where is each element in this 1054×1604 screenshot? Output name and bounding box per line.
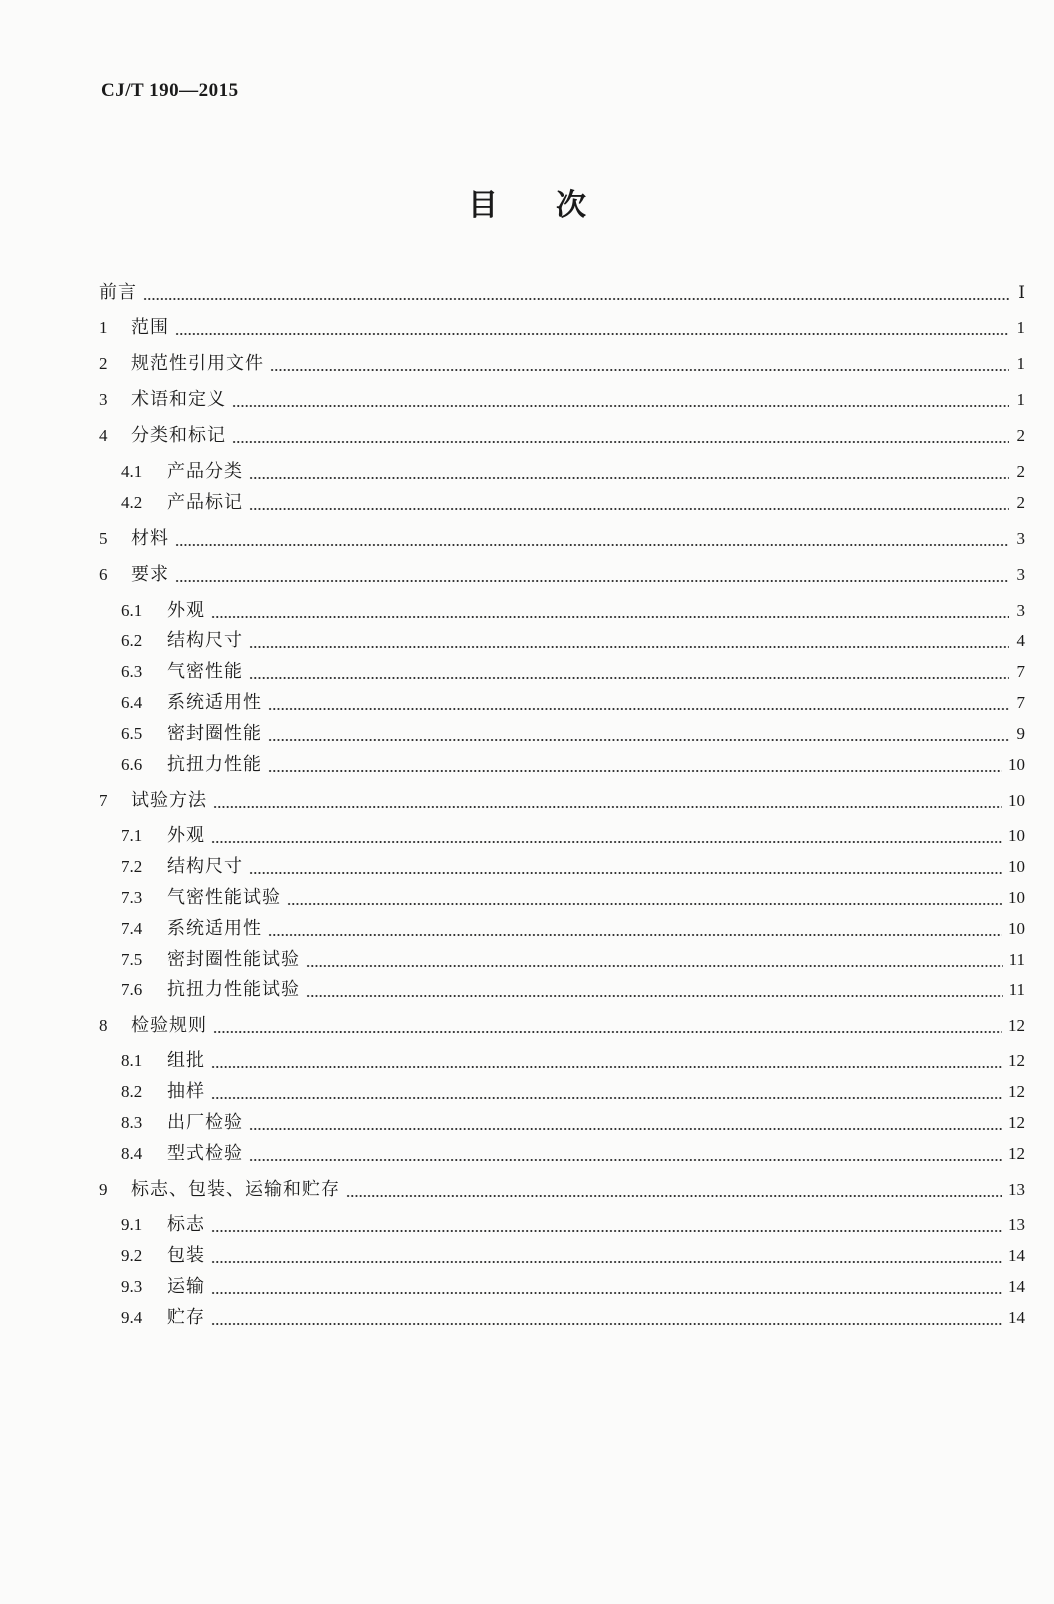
toc-entry-number: 6.4 — [121, 693, 143, 712]
toc-entry-number: 2 — [99, 354, 108, 373]
toc-dot-leader — [232, 441, 1009, 443]
toc-entry[interactable] — [99, 349, 1025, 375]
toc-entry[interactable] — [99, 1175, 1025, 1201]
toc-subentry[interactable] — [121, 488, 1025, 514]
toc-entry-page: 10 — [1008, 755, 1025, 774]
toc-entry-number: 9.4 — [121, 1308, 143, 1327]
toc-dot-leader — [268, 934, 1002, 936]
toc-entry-page: 7 — [1016, 693, 1025, 712]
toc-entry-number: 8 — [99, 1016, 108, 1035]
toc-dot-leader — [175, 544, 1009, 546]
toc-dot-leader — [249, 508, 1009, 510]
toc-subentry[interactable] — [121, 1303, 1025, 1329]
toc-entry-number: 7.1 — [121, 826, 143, 845]
toc-entry-number: 5 — [99, 529, 108, 548]
toc-entry-label: 组批 — [167, 1050, 205, 1071]
toc-entry-number: 8.1 — [121, 1051, 143, 1070]
toc-entry-number: 6.2 — [121, 631, 143, 650]
toc-entry[interactable] — [99, 421, 1025, 447]
toc-entry-page: 14 — [1008, 1246, 1025, 1265]
toc-entry-number: 9.3 — [121, 1277, 143, 1296]
toc-entry-page: 10 — [1008, 857, 1025, 876]
toc-entry-label: 出厂检验 — [167, 1112, 243, 1133]
toc-subentry[interactable] — [121, 688, 1025, 714]
toc-subentry[interactable] — [121, 657, 1025, 683]
toc-entry-page: 1 — [1016, 318, 1025, 337]
toc-entry-number: 7.5 — [121, 950, 143, 969]
toc-entry-page: 11 — [1008, 980, 1025, 999]
toc-entry-number: 6.3 — [121, 662, 143, 681]
toc-entry-number: 4.1 — [121, 462, 143, 481]
toc-entry-label: 产品标记 — [167, 492, 243, 513]
toc-entry-page: 12 — [1008, 1051, 1025, 1070]
toc-entry-label: 气密性能试验 — [167, 887, 281, 908]
toc-dot-leader — [249, 872, 1002, 874]
toc-subentry[interactable] — [121, 719, 1025, 745]
toc-dot-leader — [175, 580, 1009, 582]
toc-entry[interactable] — [99, 560, 1025, 586]
toc-entry-number: 8.3 — [121, 1113, 143, 1132]
toc-entry-page: 10 — [1008, 826, 1025, 845]
toc-entry[interactable] — [99, 786, 1025, 812]
toc-entry-number: 7.4 — [121, 919, 143, 938]
toc-entry-page: 14 — [1008, 1308, 1025, 1327]
toc-subentry[interactable] — [121, 1046, 1025, 1072]
toc-entry-label: 规范性引用文件 — [131, 353, 264, 374]
toc-dot-leader — [211, 616, 1009, 618]
toc-entry-label: 包装 — [167, 1245, 205, 1266]
toc-entry-page: 11 — [1008, 950, 1025, 969]
toc-entry-page: Ⅰ — [1018, 283, 1025, 302]
toc-entry-number: 7.3 — [121, 888, 143, 907]
toc-entry-page: 3 — [1016, 601, 1025, 620]
toc-entry-label: 抗扭力性能试验 — [167, 979, 300, 1000]
toc-entry-label: 结构尺寸 — [167, 856, 243, 877]
toc-entry[interactable] — [99, 1011, 1025, 1037]
toc-entry[interactable] — [99, 385, 1025, 411]
toc-dot-leader — [232, 405, 1009, 407]
toc-dot-leader — [175, 333, 1009, 335]
toc-dot-leader — [268, 739, 1009, 741]
toc-subentry[interactable] — [121, 1210, 1025, 1236]
toc-entry-page: 3 — [1016, 529, 1025, 548]
toc-entry-label: 外观 — [167, 600, 205, 621]
toc-dot-leader — [211, 1066, 1002, 1068]
toc-entry-page: 7 — [1016, 662, 1025, 681]
title-char-left: 目 — [468, 188, 498, 223]
toc-entry-number: 8.4 — [121, 1144, 143, 1163]
toc-dot-leader — [211, 1261, 1002, 1263]
toc-entry-page: 4 — [1016, 631, 1025, 650]
toc-dot-leader — [249, 1159, 1002, 1161]
toc-entry-page: 10 — [1008, 791, 1025, 810]
toc-entry-label: 运输 — [167, 1276, 205, 1297]
toc-entry-page: 2 — [1016, 493, 1025, 512]
toc-dot-leader — [268, 770, 1002, 772]
toc-entry-label: 密封圈性能试验 — [167, 949, 300, 970]
toc-subentry[interactable] — [121, 945, 1025, 971]
toc-entry-label: 术语和定义 — [131, 389, 226, 410]
toc-entry-label: 产品分类 — [167, 461, 243, 482]
toc-entry-page: 12 — [1008, 1113, 1025, 1132]
toc-subentry[interactable] — [121, 1272, 1025, 1298]
toc-dot-leader — [249, 477, 1009, 479]
toc-dot-leader — [249, 646, 1009, 648]
toc-entry-page: 1 — [1016, 354, 1025, 373]
toc-entry-label: 系统适用性 — [167, 692, 262, 713]
toc-entry-label: 外观 — [167, 825, 205, 846]
toc-dot-leader — [287, 903, 1002, 905]
toc-entry-label: 材料 — [131, 528, 169, 549]
toc-entry-label: 气密性能 — [167, 661, 243, 682]
toc-entry-number: 6 — [99, 565, 108, 584]
toc-entry-number: 9.2 — [121, 1246, 143, 1265]
toc-entry[interactable] — [99, 278, 1025, 304]
toc-entry-label: 密封圈性能 — [167, 723, 262, 744]
toc-entry-label: 标志、包装、运输和贮存 — [131, 1179, 340, 1200]
toc-entry-page: 12 — [1008, 1016, 1025, 1035]
toc-subentry[interactable] — [121, 883, 1025, 909]
toc-entry-page: 13 — [1008, 1180, 1025, 1199]
toc-entry-page: 12 — [1008, 1144, 1025, 1163]
toc-dot-leader — [211, 841, 1002, 843]
toc-subentry[interactable] — [121, 975, 1025, 1001]
toc-dot-leader — [249, 677, 1009, 679]
toc-entry-number: 9.1 — [121, 1215, 143, 1234]
toc-dot-leader — [211, 1323, 1002, 1325]
toc-entry-page: 12 — [1008, 1082, 1025, 1101]
toc-subentry[interactable] — [121, 457, 1025, 483]
toc-subentry[interactable] — [121, 821, 1025, 847]
toc-entry-page: 2 — [1016, 462, 1025, 481]
toc-entry-number: 6.5 — [121, 724, 143, 743]
toc-entry-page: 14 — [1008, 1277, 1025, 1296]
toc-subentry[interactable] — [121, 1077, 1025, 1103]
toc-entry-label: 抽样 — [167, 1081, 205, 1102]
toc-dot-leader — [211, 1292, 1002, 1294]
toc-entry-number: 6.6 — [121, 755, 143, 774]
toc-entry-page: 9 — [1016, 724, 1025, 743]
toc-entry-label: 型式检验 — [167, 1143, 243, 1164]
toc-entry-label: 检验规则 — [131, 1015, 207, 1036]
toc-subentry[interactable] — [121, 750, 1025, 776]
toc-entry-number: 7.6 — [121, 980, 143, 999]
toc-dot-leader — [249, 1128, 1002, 1130]
toc-entry-label: 系统适用性 — [167, 918, 262, 939]
toc-entry-number: 6.1 — [121, 601, 143, 620]
toc-entry-page: 10 — [1008, 888, 1025, 907]
toc-entry-page: 10 — [1008, 919, 1025, 938]
toc-subentry[interactable] — [121, 596, 1025, 622]
toc-dot-leader — [213, 1031, 1002, 1033]
toc-subentry[interactable] — [121, 1139, 1025, 1165]
toc-subentry[interactable] — [121, 1241, 1025, 1267]
toc-dot-leader — [213, 806, 1002, 808]
toc-entry-page: 13 — [1008, 1215, 1025, 1234]
toc-subentry[interactable] — [121, 626, 1025, 652]
toc-entry-label: 试验方法 — [131, 790, 207, 811]
toc-entry-label: 要求 — [131, 564, 169, 585]
toc-entry-number: 3 — [99, 390, 108, 409]
toc-entry-page: 2 — [1016, 426, 1025, 445]
toc-entry[interactable] — [99, 313, 1025, 339]
toc-entry-label: 范围 — [131, 317, 169, 338]
toc-dot-leader — [211, 1230, 1002, 1232]
toc-subentry[interactable] — [121, 914, 1025, 940]
toc-entry-label: 结构尺寸 — [167, 630, 243, 651]
toc-dot-leader — [346, 1195, 1002, 1197]
toc-subentry[interactable] — [121, 852, 1025, 878]
document-code: CJ/T 190—2015 — [101, 80, 239, 101]
toc-entry-label: 贮存 — [167, 1307, 205, 1328]
toc-entry-number: 4.2 — [121, 493, 143, 512]
toc-entry-number: 8.2 — [121, 1082, 143, 1101]
toc-entry-label: 分类和标记 — [131, 425, 226, 446]
toc-entry-page: 1 — [1016, 390, 1025, 409]
toc-entry-number: 4 — [99, 426, 108, 445]
toc-entry-number: 7 — [99, 791, 108, 810]
title-char-right: 次 — [556, 188, 586, 223]
toc-entry-page: 3 — [1016, 565, 1025, 584]
toc-subentry[interactable] — [121, 1108, 1025, 1134]
toc-entry-label: 抗扭力性能 — [167, 754, 262, 775]
toc-entry[interactable] — [99, 524, 1025, 550]
toc-dot-leader — [270, 369, 1009, 371]
toc-entry-label: 标志 — [167, 1214, 205, 1235]
toc-entry-number: 7.2 — [121, 857, 143, 876]
toc-entry-number: 9 — [99, 1180, 108, 1199]
toc-entry-number: 1 — [99, 318, 108, 337]
toc-dot-leader — [268, 708, 1009, 710]
toc-dot-leader — [211, 1097, 1002, 1099]
toc-dot-leader — [306, 965, 1003, 967]
toc-dot-leader — [143, 298, 1009, 300]
toc-entry-label: 前言 — [99, 282, 137, 303]
toc-dot-leader — [306, 995, 1003, 997]
